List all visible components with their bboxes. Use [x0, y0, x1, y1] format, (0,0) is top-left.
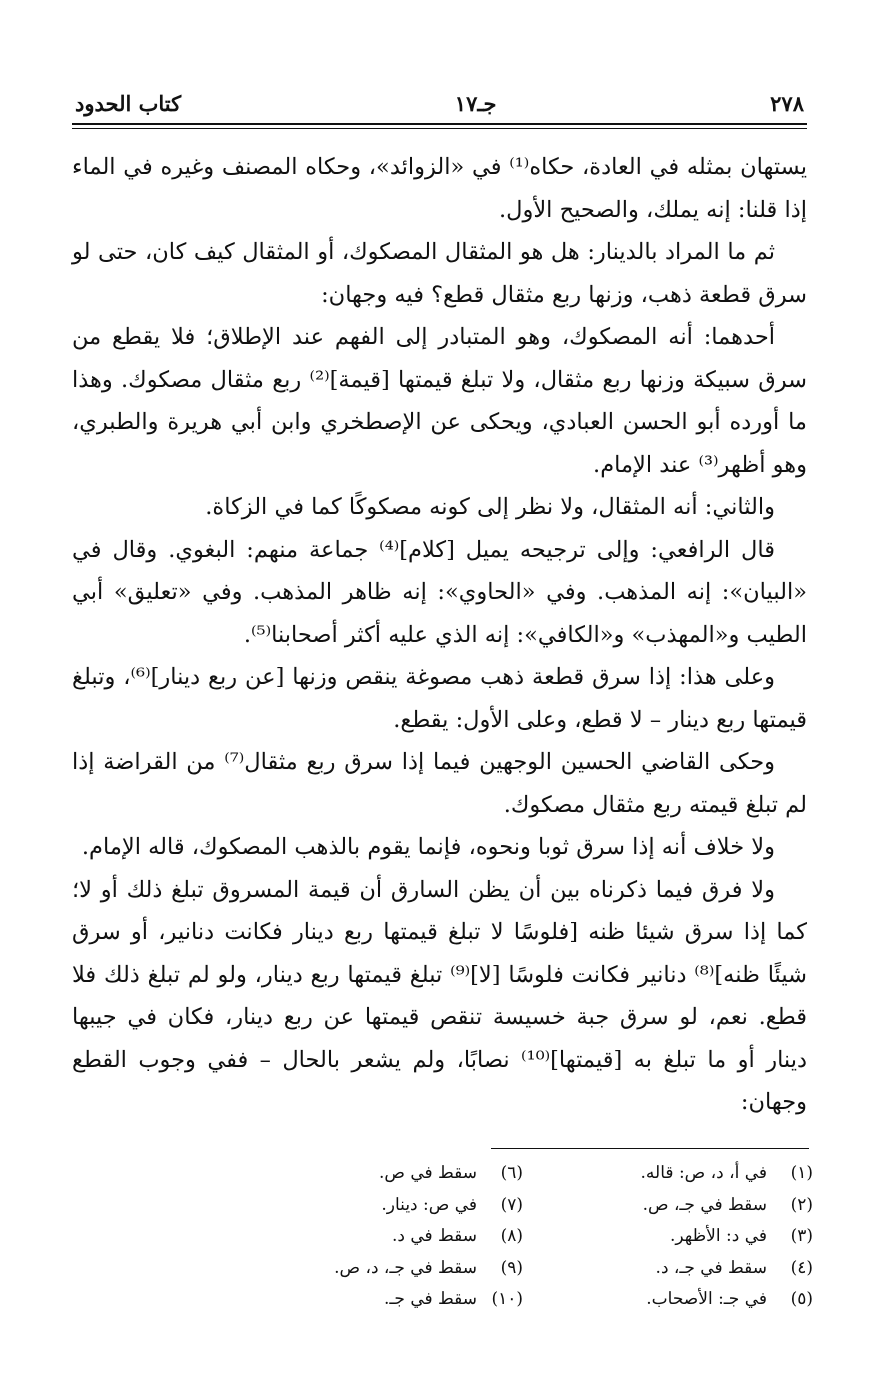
footnote — [223, 1221, 523, 1253]
footnote — [223, 1158, 523, 1190]
paragraph: والثاني: أنه المثقال، ولا نظر إلى كونه مصكوكًا كما في الزكاة. — [205, 494, 775, 520]
paragraph: ولا فرق فيما ذكرناه بين أن يظن السارق أن قيمة المسروق تبلغ ذلك أو لا؛ كما إذا سرق شيئا ظنه [فلوسًا لا تبلغ قيمتها ربع دينار فكانت دنانير، أو سرق شيئًا ظنه]⁽⁸⁾ دنانير فكانت فلوسًا [لا]⁽⁹⁾ تبلغ قيمتها ربع دينار، ولو لم تبلغ ذلك فلا قطع. نعم، لو سرق جبة خسيسة تنقص قيمتها عن ربع دينار، فكان في جيبها دينار أو ما تبلغ به [قيمتها]⁽¹⁰⁾ نصابًا، ولم يشعر بالحال – ففي وجوب القطع وجهان: — [72, 876, 807, 1115]
header-rule-thin — [72, 128, 807, 129]
footnote-number: (٧) — [500, 1194, 523, 1215]
footnote — [563, 1158, 813, 1190]
paragraph: وحكى القاضي الحسين الوجهين فيما إذا سرق ربع مثقال⁽⁷⁾ من القراضة إذا لم تبلغ قيمته ربع مثقال مصكوك. — [72, 749, 807, 818]
footnote-number: (١٠) — [491, 1289, 523, 1309]
paragraph: ثم ما المراد بالدينار: هل هو المثقال المصكوك، أو المثقال كيف كان، حتى لو سرق قطعة ذهب، وزنها ربع مثقال قطع؟ فيه وجهان: — [72, 239, 807, 308]
footnote-number: (٤) — [790, 1257, 813, 1278]
footnote — [223, 1190, 523, 1222]
footnote-text: سقط في د. — [391, 1226, 477, 1246]
footnote-number: (٨) — [500, 1226, 523, 1246]
footnote — [223, 1284, 523, 1316]
footnote-text: في جـ: الأصحاب. — [646, 1289, 767, 1309]
main-text — [72, 146, 807, 1124]
footnote-column-left — [223, 1158, 523, 1316]
footnote — [563, 1284, 813, 1316]
footnote — [563, 1190, 813, 1222]
footnote-number: (٦) — [500, 1163, 523, 1183]
footnote-text: سقط في جـ، ص. — [642, 1194, 767, 1215]
footnote — [563, 1253, 813, 1285]
footnote-text: سقط في جـ، د، ص. — [334, 1257, 477, 1278]
footnote-text: سقط في ص. — [378, 1163, 477, 1183]
footnote-text: سقط في جـ، د. — [655, 1257, 767, 1278]
paragraph: قال الرافعي: وإلى ترجيحه يميل [كلام]⁽⁴⁾ جماعة منهم: البغوي. وقال في «البيان»: إنه المذهب. وفي «الحاوي»: إنه ظاهر المذهب. وفي «تعليق» أبي الطيب و«المهذب» و«الكافي»: إنه الذي عليه أكثر أصحابنا⁽⁵⁾. — [72, 536, 807, 648]
footnote-column-right — [563, 1158, 813, 1316]
running-head — [75, 86, 804, 120]
footnote-number: (٩) — [500, 1257, 523, 1278]
footnote-text: في ص: دينار. — [381, 1194, 477, 1215]
paragraph: يستهان بمثله في العادة، حكاه⁽¹⁾ في «الزوائد»، وحكاه المصنف وغيره في الماء إذا قلنا: إنه يملك، والصحيح الأول. — [72, 154, 807, 223]
book-title: كتاب الحدود — [75, 90, 182, 116]
footnote-number: (٢) — [790, 1194, 813, 1215]
footnote-number: (٥) — [790, 1289, 813, 1309]
paragraph: ولا خلاف أنه إذا سرق ثوبا ونحوه، فإنما يقوم بالذهب المصكوك، قاله الإمام. — [81, 834, 775, 860]
footnotes — [220, 1158, 813, 1316]
footnote-number: (١) — [790, 1163, 813, 1183]
footnote-text: في د: الأظهر. — [670, 1226, 767, 1246]
header-rule-thick — [72, 123, 807, 125]
paragraph: وعلى هذا: إذا سرق قطعة ذهب مصوغة ينقص وزنها [عن ربع دينار]⁽⁶⁾، وتبلغ قيمتها ربع دينار – لا قطع، وعلى الأول: يقطع. — [72, 664, 807, 733]
footnote-separator — [491, 1148, 809, 1149]
volume-label: جـ١٧ — [454, 90, 497, 116]
paragraph: أحدهما: أنه المصكوك، وهو المتبادر إلى الفهم عند الإطلاق؛ فلا يقطع من سرق سبيكة وزنها ربع مثقال، ولا تبلغ قيمتها [قيمة]⁽²⁾ ربع مثقال مصكوك. وهذا ما أورده أبو الحسن العبادي، ويحكى عن الإصطخري وابن أبي هريرة والطبري، وهو أظهر⁽³⁾ عند الإمام. — [72, 324, 807, 478]
page-number: ٢٧٨ — [770, 90, 804, 116]
footnote — [223, 1253, 523, 1285]
footnote-text: سقط في جـ. — [384, 1289, 477, 1309]
footnote-text: في أ، د، ص: قاله. — [640, 1163, 767, 1183]
footnote-number: (٣) — [790, 1226, 813, 1246]
footnote — [563, 1221, 813, 1253]
